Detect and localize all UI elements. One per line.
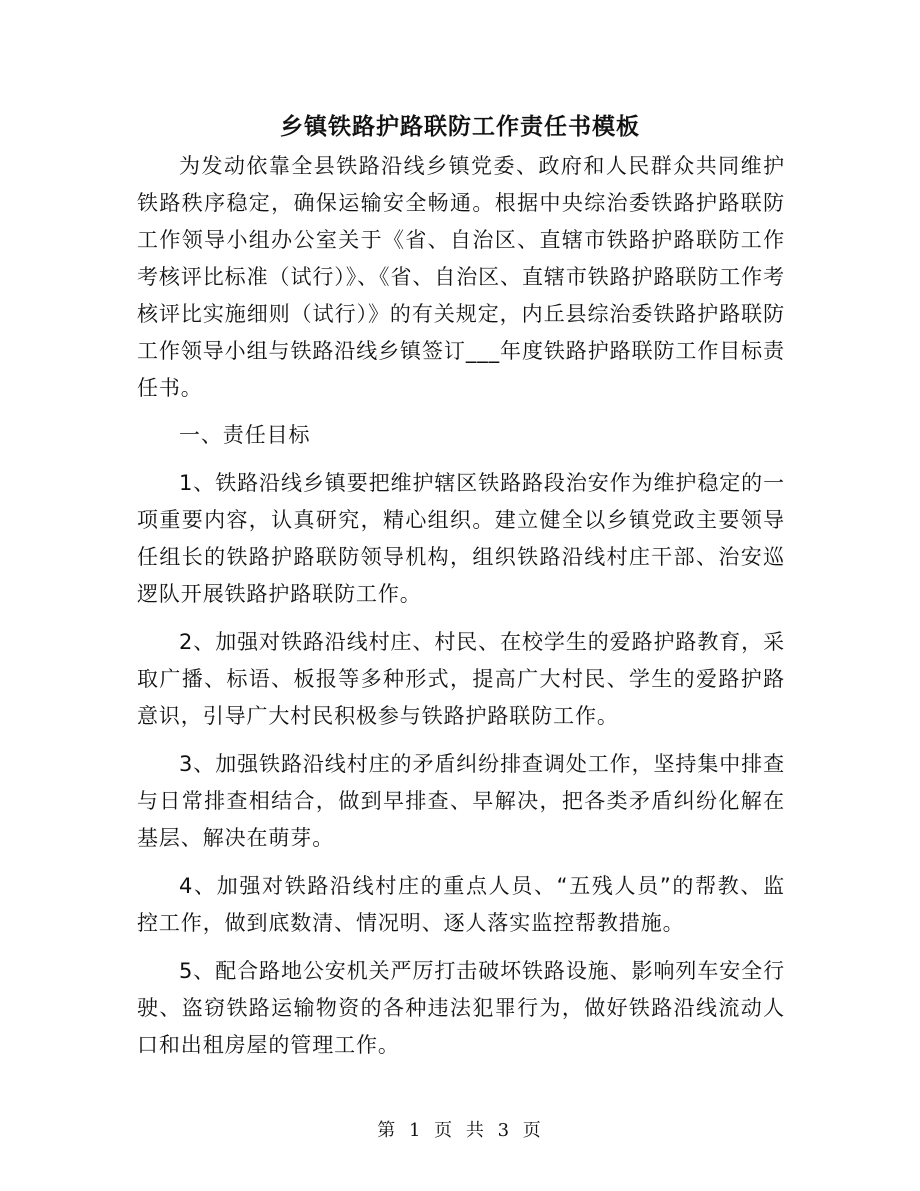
item-paragraph-4: 4、加强对铁路沿线村庄的重点人员、“五残人员”的帮教、监控工作，做到底数清、情况明、逐人落实监控帮教措施。 [137, 874, 785, 935]
item-paragraph-2: 2、加强对铁路沿线村庄、村民、在校学生的爱路护路教育，采取广播、标语、板报等多种形式，提高广大村民、学生的爱路护路意识，引导广大村民积极参与铁路护路联防工作。 [137, 630, 785, 728]
item-paragraph-3: 3、加强铁路沿线村庄的矛盾纠纷排查调处工作，坚持集中排查与日常排查相结合，做到早排查、早解决，把各类矛盾纠纷化解在基层、解决在萌芽。 [137, 752, 785, 850]
document-title: 乡镇铁路护路联防工作责任书模板 [280, 114, 640, 140]
page-number-footer: 第 1 页 共 3 页 [377, 1120, 543, 1141]
item-paragraph-5: 5、配合路地公安机关严厉打击破坏铁路设施、影响列车安全行驶、盗窃铁路运输物资的各种违法犯罪行为，做好铁路沿线流动人口和出租房屋的管理工作。 [137, 959, 785, 1057]
section-heading: 一、责任目标 [179, 423, 311, 447]
item-paragraph-1: 1、铁路沿线乡镇要把维护辖区铁路路段治安作为维护稳定的一项重要内容，认真研究，精心组织。建立健全以乡镇党政主要领导任组长的铁路护路联防领导机构，组织铁路沿线村庄干部、治安巡逻队开展铁路护路联防工作。 [137, 471, 785, 606]
intro-paragraph: 为发动依靠全县铁路沿线乡镇党委、政府和人民群众共同维护铁路秩序稳定，确保运输安全畅通。根据中央综治委铁路护路联防工作领导小组办公室关于《省、自治区、直辖市铁路护路联防工作考核评比标准（试行）》、《省、自治区、直辖市铁路护路联防工作考核评比实施细则（试行）》的有关规定，内丘县综治委铁路护路联防工作领导小组与铁路沿线乡镇签订___年度铁路护路联防工作目标责任书。 [137, 154, 785, 400]
document-body [137, 148, 785, 1075]
